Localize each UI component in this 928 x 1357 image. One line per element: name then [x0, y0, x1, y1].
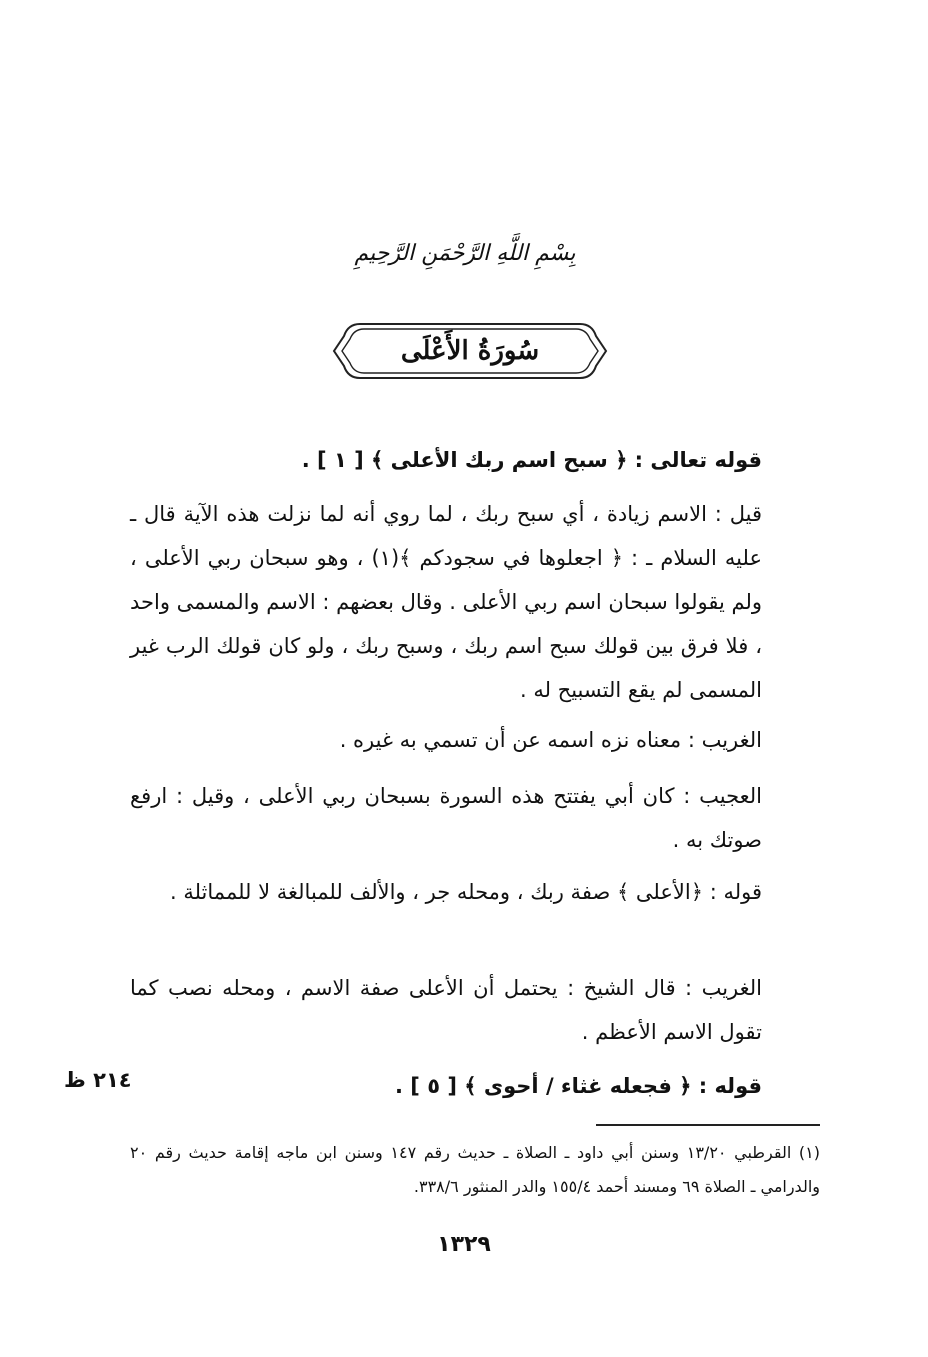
margin-folio-note: ٢١٤ ظ	[64, 1068, 132, 1092]
paragraph-gharib-1: الغريب : معناه نزه اسمه عن أن تسمي به غيره .	[339, 728, 762, 752]
page-number: ١٣٢٩	[437, 1232, 491, 1257]
footnote-divider	[596, 1124, 820, 1126]
basmala: بِسْمِ اللَّهِ الرَّحْمَنِ الرَّحِيمِ	[354, 241, 576, 266]
paragraph-verse-1: قوله تعالى : ﴿ سبح اسم ربك الأعلى ﴾ [ ١ ] .	[301, 448, 762, 472]
paragraph-gharib-2: الغريب : قال الشيخ : يحتمل أن الأعلى صفة الاسم ، ومحله نصب كما تقول الاسم الأعظم .	[130, 976, 762, 1044]
paragraph-commentary-1: قيل : الاسم زيادة ، أي سبح ربك ، لما روي أنه لما نزلت هذه الآية قال ـ عليه السلام ـ : ﴿ اجعلوها في سجودكم ﴾(١) ، وهو سبحان ربي الأعلى ، ولم يقولوا سبحان اسم ربي الأعلى . وقال بعضهم : الاسم والمسمى واحد ، فلا فرق بين قولك سبح اسم ربك ، وسبح ربك ، ولو كان قولك الرب غير المسمى لم يقع التسبيح له .	[130, 502, 762, 702]
paragraph-ajib-1: العجيب : كان أبي يفتتح هذه السورة بسبحان ربي الأعلى ، وقيل : ارفع صوتك به .	[130, 784, 762, 852]
paragraph-commentary-2: قوله : ﴿الأعلى ﴾ صفة ربك ، ومحله جر ، والألف للمبالغة لا للمماثلة .	[170, 880, 762, 904]
footnote: (١) القرطبي ١٣/٢٠ وسنن أبي داود ـ الصلاة ـ حديث رقم ١٤٧ وسنن ابن ماجه إقامة حديث رقم ٢٠ والدرامي ـ الصلاة ٦٩ ومسند أحمد ١٥٥/٤ والدر المنثور ٣٣٨/٦.	[130, 1143, 821, 1196]
surah-title-frame	[330, 318, 610, 384]
paragraph-verse-5: قوله : ﴿ فجعله غثاء / أحوى ﴾ [ ٥ ] .	[395, 1074, 762, 1098]
surah-title: سُورَةُ الأَعْلَى	[400, 336, 540, 366]
